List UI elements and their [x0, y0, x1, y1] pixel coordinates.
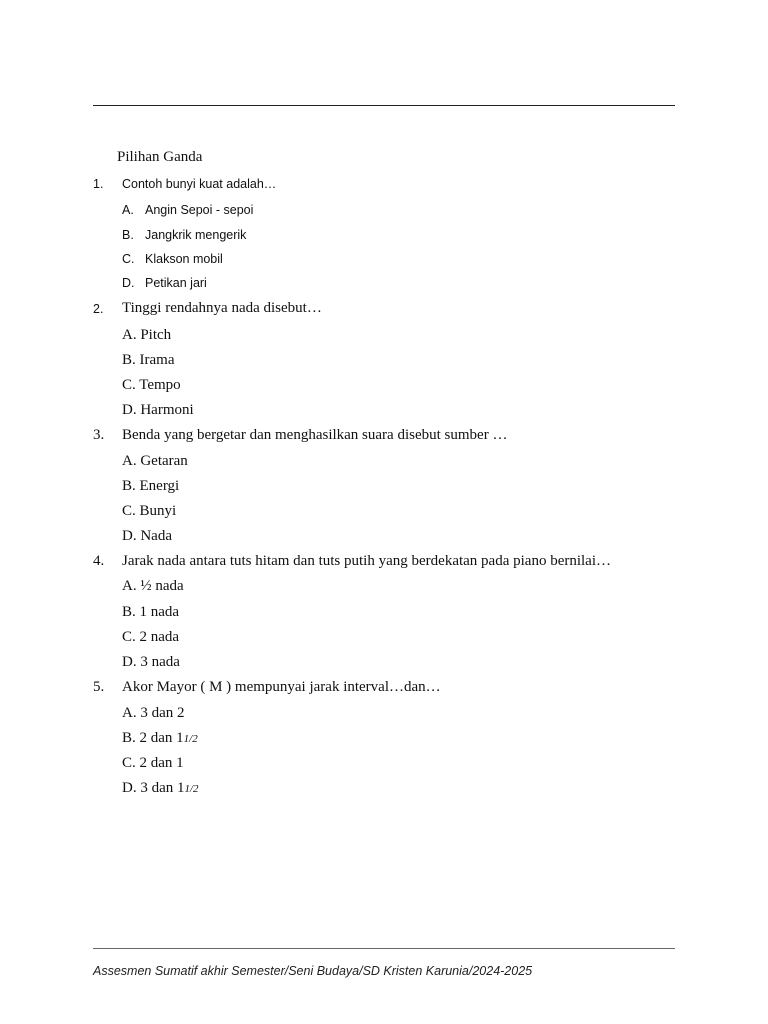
- option-text: D. 3 dan 1: [122, 780, 185, 796]
- option-2b: B. Irama: [122, 352, 175, 368]
- footer-rule: [93, 948, 675, 949]
- fraction: 1/2: [183, 733, 198, 745]
- option-2c: C. Tempo: [122, 377, 181, 393]
- option-letter: D.: [122, 276, 135, 290]
- option-letter: A.: [122, 203, 134, 217]
- option-4b: B. 1 nada: [122, 604, 180, 620]
- question-number: 5.: [93, 679, 105, 695]
- option-1d: [122, 276, 207, 290]
- option-2d: D. Harmoni: [122, 402, 194, 418]
- option-letter: B.: [122, 228, 134, 242]
- option-4d: D. 3 nada: [122, 654, 180, 670]
- question-number: 4.: [93, 553, 105, 569]
- option-3d: D. Nada: [122, 528, 172, 544]
- option-1b: [122, 228, 246, 242]
- question-number: 2.: [93, 302, 104, 316]
- option-3b: B. Energi: [122, 478, 180, 494]
- option-text: Angin Sepoi - sepoi: [145, 203, 254, 217]
- option-4a: A. ½ nada: [122, 578, 184, 594]
- option-5c: [122, 755, 184, 772]
- option-text: A. 3 dan 2: [122, 705, 185, 721]
- option-text: Jangkrik mengerik: [145, 228, 247, 242]
- option-4c: C. 2 nada: [122, 629, 180, 645]
- option-1c: [122, 252, 223, 266]
- question-text: Tinggi rendahnya nada disebut…: [122, 300, 322, 316]
- option-text: B. 2 dan 1: [122, 730, 184, 746]
- option-text: C. 2 dan 1: [122, 755, 184, 771]
- question-number: 3.: [93, 427, 105, 443]
- question-text: Benda yang bergetar dan menghasilkan suara disebut sumber …: [122, 427, 508, 443]
- question-text: Akor Mayor ( M ) mempunyai jarak interval…dan…: [122, 679, 441, 695]
- option-5d: [122, 780, 199, 797]
- fraction: 1/2: [184, 783, 199, 795]
- option-2a: A. Pitch: [122, 327, 172, 343]
- page-footer: Assesmen Sumatif akhir Semester/Seni Budaya/SD Kristen Karunia/2024-2025: [93, 964, 533, 978]
- option-3c: C. Bunyi: [122, 503, 177, 519]
- option-1a: [122, 203, 253, 217]
- option-5b: [122, 730, 198, 747]
- option-3a: A. Getaran: [122, 453, 188, 469]
- option-text: Petikan jari: [145, 276, 207, 290]
- option-5a: [122, 705, 185, 722]
- option-letter: C.: [122, 252, 135, 266]
- option-text: Klakson mobil: [145, 252, 223, 266]
- header-rule: [93, 105, 675, 106]
- question-text: Jarak nada antara tuts hitam dan tuts putih yang berdekatan pada piano bernilai…: [122, 553, 612, 569]
- question-number: 1.: [93, 177, 104, 191]
- question-text: Contoh bunyi kuat adalah…: [122, 177, 277, 191]
- section-title: Pilihan Ganda: [117, 149, 203, 165]
